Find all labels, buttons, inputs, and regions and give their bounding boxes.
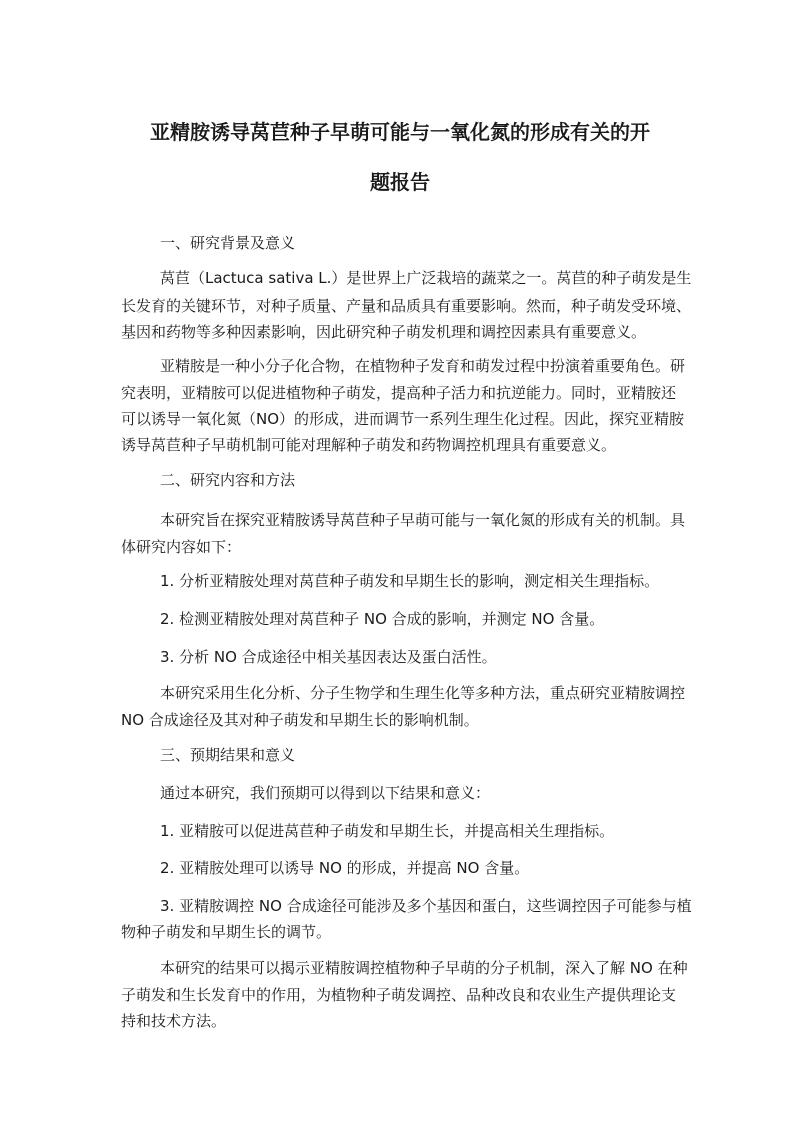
- section-3-item-2: 2. 亚精胺处理可以诱导 NO 的形成，并提高 NO 含量。: [160, 859, 530, 877]
- section-1-paragraph-2-line-4: 诱导莴苣种子早萌机制可能对理解种子萌发和药物调控机理具有重要意义。: [121, 436, 617, 454]
- section-3-item-3-line-2: 物种子萌发和早期生长的调节。: [121, 923, 332, 941]
- document-title-line-2: 题报告: [370, 170, 430, 194]
- section-2-method-line-2: NO 合成途径及其对种子萌发和早期生长的影响机制。: [121, 711, 479, 729]
- section-2-item-1: 1. 分析亚精胺处理对莴苣种子萌发和早期生长的影响，测定相关生理指标。: [160, 572, 660, 590]
- section-3-conclusion-line-2: 子萌发和生长发育中的作用，为植物种子萌发调控、品种改良和农业生产提供理论支: [121, 986, 677, 1004]
- section-1-paragraph-1-line-2: 长发育的关键环节，对种子质量、产量和品质具有重要影响。然而，种子萌发受环境、: [121, 297, 692, 315]
- section-2-method-line-1: 本研究采用生化分析、分子生物学和生理生化等多种方法，重点研究亚精胺调控: [160, 684, 686, 702]
- section-3-heading: 三、预期结果和意义: [160, 746, 296, 764]
- section-2-item-2: 2. 检测亚精胺处理对莴苣种子 NO 合成的影响，并测定 NO 含量。: [160, 610, 605, 628]
- section-2-intro-line-1: 本研究旨在探究亚精胺诱导莴苣种子早萌可能与一氧化氮的形成有关的机制。具: [160, 511, 686, 529]
- section-3-conclusion-line-1: 本研究的结果可以揭示亚精胺调控植物种子早萌的分子机制，深入了解 NO 在种: [160, 959, 688, 977]
- section-3-item-1: 1. 亚精胺可以促进莴苣种子萌发和早期生长，并提高相关生理指标。: [160, 822, 615, 840]
- section-1-paragraph-1-line-1: 莴苣（Lactuca sativa L.）是世界上广泛栽培的蔬菜之一。莴苣的种子萌发是生: [160, 269, 692, 287]
- section-2-intro-line-2: 体研究内容如下：: [121, 538, 242, 556]
- section-3-intro: 通过本研究，我们预期可以得到以下结果和意义：: [160, 784, 491, 802]
- section-1-paragraph-2-line-2: 究表明，亚精胺可以促进植物种子萌发，提高种子活力和抗逆能力。同时，亚精胺还: [121, 384, 677, 402]
- section-3-conclusion-line-3: 持和技术方法。: [121, 1012, 227, 1030]
- section-1-paragraph-2-line-1: 亚精胺是一种小分子化合物，在植物种子发育和萌发过程中扮演着重要角色。研: [160, 357, 686, 375]
- section-2-heading: 二、研究内容和方法: [160, 471, 296, 489]
- document-title-line-1: 亚精胺诱导莴苣种子早萌可能与一氧化氮的形成有关的开: [150, 120, 650, 144]
- section-1-heading: 一、研究背景及意义: [160, 234, 296, 252]
- section-3-item-3-line-1: 3. 亚精胺调控 NO 合成途径可能涉及多个基因和蛋白，这些调控因子可能参与植: [160, 897, 692, 915]
- section-2-item-3: 3. 分析 NO 合成途径中相关基因表达及蛋白活性。: [160, 648, 497, 666]
- section-1-paragraph-1-line-3: 基因和药物等多种因素影响，因此研究种子萌发机理和调控因素具有重要意义。: [121, 323, 647, 341]
- section-1-paragraph-2-line-3: 可以诱导一氧化氮（NO）的形成，进而调节一系列生理生化过程。因此，探究亚精胺: [121, 410, 685, 428]
